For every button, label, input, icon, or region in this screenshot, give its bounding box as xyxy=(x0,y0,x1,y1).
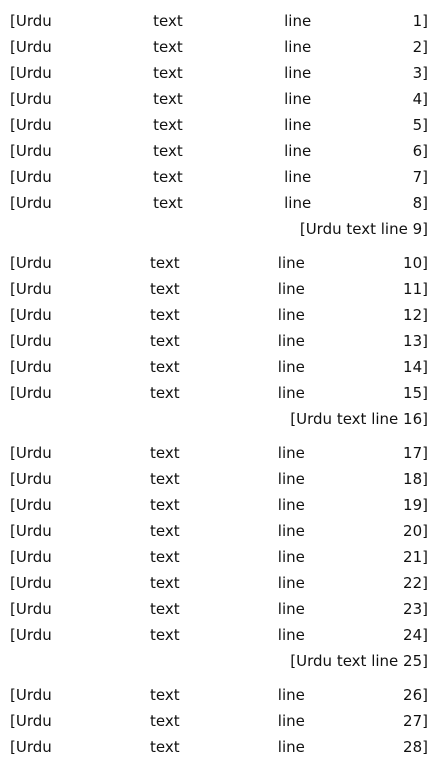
paragraph-1 xyxy=(10,8,428,242)
text-line: [Urdu text line 21] xyxy=(10,548,428,566)
text-line: [Urdu text line 24] xyxy=(10,626,428,644)
paragraph-4 xyxy=(10,682,428,760)
text-line: [Urdu text line 2] xyxy=(10,38,428,56)
paragraph-2 xyxy=(10,250,428,432)
text-line: [Urdu text line 17] xyxy=(10,444,428,462)
text-line: [Urdu text line 14] xyxy=(10,358,428,376)
text-line: [Urdu text line 18] xyxy=(10,470,428,488)
text-line: [Urdu text line 5] xyxy=(10,116,428,134)
text-line: [Urdu text line 16] xyxy=(290,410,428,428)
text-line: [Urdu text line 4] xyxy=(10,90,428,108)
text-line: [Urdu text line 20] xyxy=(10,522,428,540)
text-line: [Urdu text line 26] xyxy=(10,686,428,704)
text-line: [Urdu text line 3] xyxy=(10,64,428,82)
text-line: [Urdu text line 22] xyxy=(10,574,428,592)
text-line: [Urdu text line 23] xyxy=(10,600,428,618)
text-line: [Urdu text line 27] xyxy=(10,712,428,730)
text-line: [Urdu text line 7] xyxy=(10,168,428,186)
text-line: [Urdu text line 1] xyxy=(10,12,428,30)
text-line: [Urdu text line 15] xyxy=(10,384,428,402)
text-line: [Urdu text line 10] xyxy=(10,254,428,272)
paragraph-3 xyxy=(10,440,428,674)
text-line: [Urdu text line 8] xyxy=(10,194,428,212)
text-line: [Urdu text line 19] xyxy=(10,496,428,514)
text-line: [Urdu text line 25] xyxy=(290,652,428,670)
text-line: [Urdu text line 11] xyxy=(10,280,428,298)
text-line: [Urdu text line 12] xyxy=(10,306,428,324)
text-line: [Urdu text line 9] xyxy=(299,220,428,238)
text-line: [Urdu text line 6] xyxy=(10,142,428,160)
text-line: [Urdu text line 28] xyxy=(10,738,428,756)
text-line: [Urdu text line 13] xyxy=(10,332,428,350)
